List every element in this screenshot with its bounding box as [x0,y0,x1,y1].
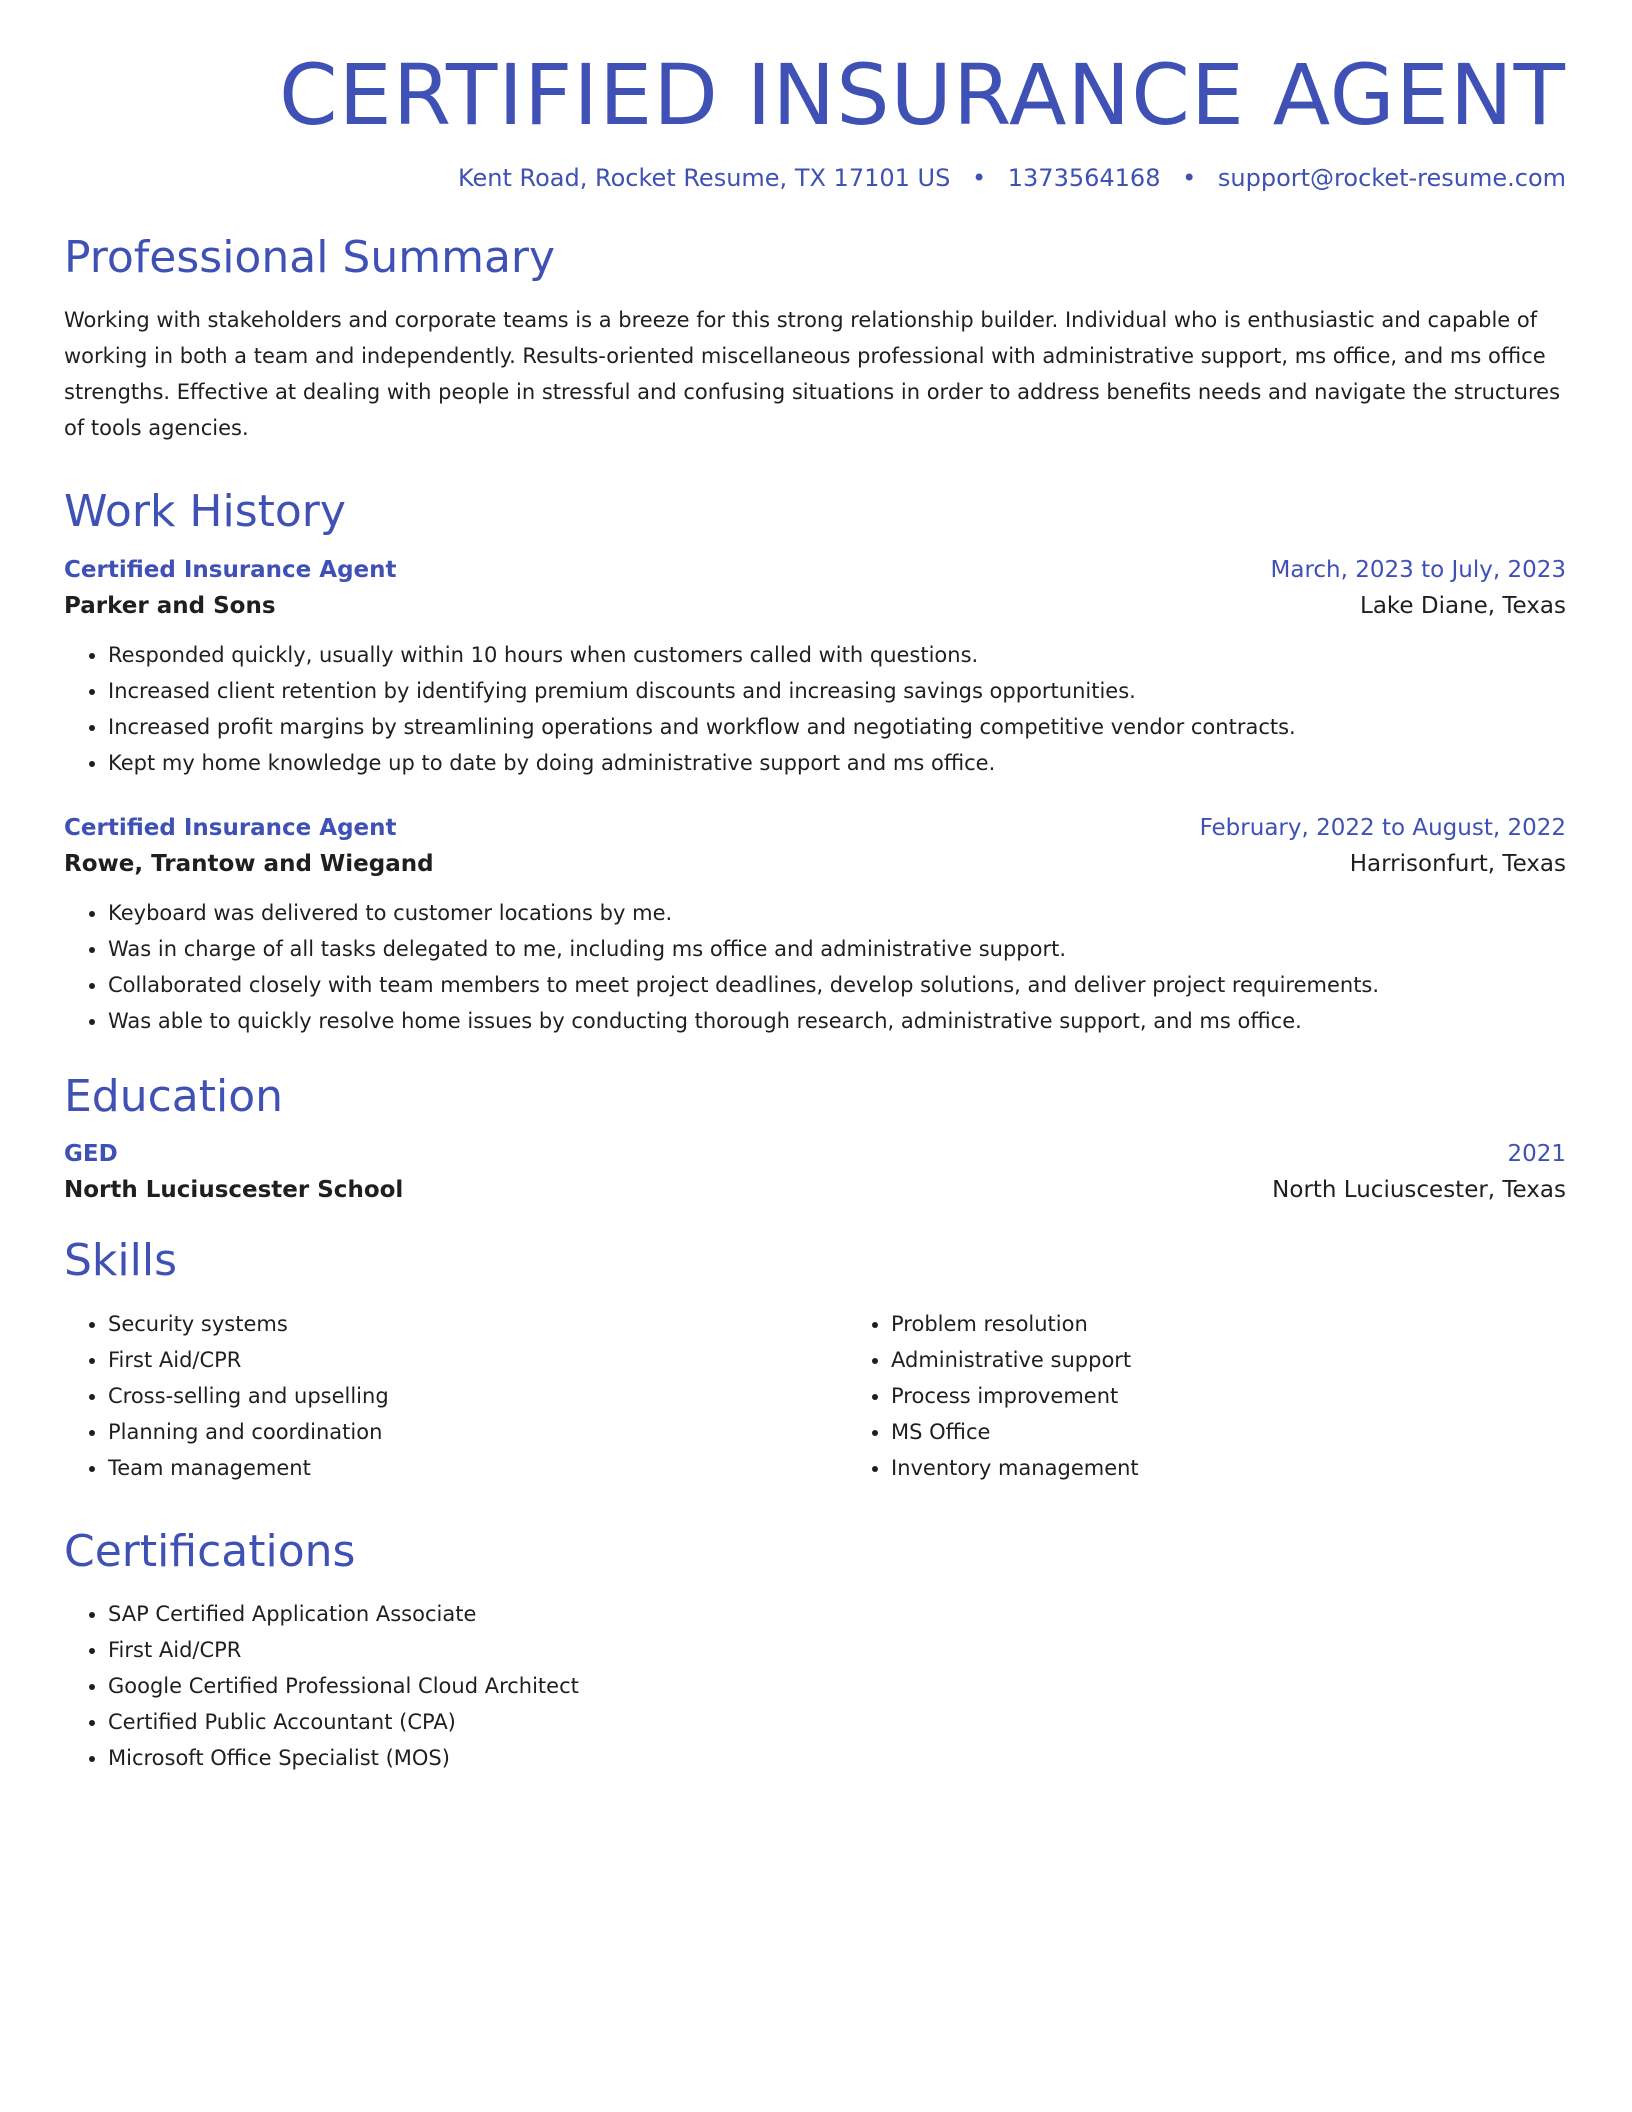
contact-address: Kent Road, Rocket Resume, TX 17101 US [457,164,951,193]
skill-item: • Process improvement [891,1378,1566,1414]
job-header [64,815,1566,841]
skill-item: • Team management [108,1450,783,1486]
summary-text: Working with stakeholders and corporate teams is a breeze for this strong relationship builder. Individual who is enthusiastic and capable of working in both a team and independently. Results-oriented miscellaneous professional with administrative support, ms office, and ms office strengths. Effective at dealing with people in stressful and confusing situations in order to address benefits needs and navigate the structures of tools agencies. [64,308,1561,441]
job-bullet: • Collaborated closely with team members to meet project deadlines, develop solutions, and deliver project requirements. [108,967,1566,1003]
skill-item: • Security systems [108,1306,783,1342]
job-dates: March, 2023 to July, 2023 [1270,556,1566,583]
education-header [64,1141,1566,1167]
job-subheader [64,841,1566,877]
certification-item: • Microsoft Office Specialist (MOS) [108,1740,1566,1776]
education-year: 2021 [1507,1141,1566,1168]
job-bullets [64,895,1566,1039]
job-bullet: • Was able to quickly resolve home issues by conducting thorough research, administrative support, and ms office. [108,1003,1566,1039]
resume-name: CERTIFIED INSURANCE AGENT [278,46,1566,144]
job-header [64,557,1566,583]
certifications-list [64,1596,1566,1776]
contact-phone: 1373564168 [1007,164,1161,193]
education-section [64,1070,1566,1204]
section-title-education: Education [64,1070,284,1122]
job-company: Parker and Sons [64,592,276,619]
skill-item: • First Aid/CPR [108,1342,783,1378]
certification-item: • SAP Certified Application Associate [108,1596,1566,1632]
job-entry [64,557,1566,781]
skill-item: • MS Office [891,1414,1566,1450]
resume-page [64,48,1566,1776]
skill-item: • Cross-selling and upselling [108,1378,783,1414]
job-bullet: • Increased client retention by identifying premium discounts and increasing savings opportunities. [108,673,1566,709]
job-bullet: • Keyboard was delivered to customer locations by me. [108,895,1566,931]
job-bullets [64,637,1566,781]
job-dates: February, 2022 to August, 2022 [1199,814,1566,841]
job-bullet: • Kept my home knowledge up to date by doing administrative support and ms office. [108,745,1566,781]
job-entry [64,815,1566,1039]
job-location: Lake Diane, Texas [1360,592,1566,619]
skills-section [64,1237,1566,1485]
skill-item: • Planning and coordination [108,1414,783,1450]
contact-line [64,164,1566,192]
contact-email: support@rocket-resume.com [1217,164,1566,193]
job-company: Rowe, Trantow and Wiegand [64,850,434,877]
skills-list-right [847,1306,1566,1486]
education-entry [64,1141,1566,1203]
skills-grid [64,1306,1566,1486]
job-title: Certified Insurance Agent [64,814,397,841]
job-subheader [64,583,1566,619]
skill-item: • Problem resolution [891,1306,1566,1342]
contact-separator: • [1182,164,1197,193]
education-degree: GED [64,1141,118,1168]
job-location: Harrisonfurt, Texas [1349,850,1566,877]
professional-summary-section [64,234,1566,446]
section-title-certifications: Certifications [64,1525,356,1577]
certification-item: • Google Certified Professional Cloud Architect [108,1668,1566,1704]
job-bullet: • Responded quickly, usually within 10 hours when customers called with questions. [108,637,1566,673]
work-history-section [64,488,1566,1038]
job-title: Certified Insurance Agent [64,556,397,583]
section-title-skills: Skills [64,1235,178,1287]
skill-item: • Inventory management [891,1450,1566,1486]
certifications-section [64,1525,1566,1776]
contact-separator: • [971,164,987,193]
education-location: North Luciuscester, Texas [1272,1177,1566,1204]
job-bullet: • Increased profit margins by streamlining operations and workflow and negotiating competitive vendor contracts. [108,709,1566,745]
section-title-work: Work History [64,486,346,538]
skills-list-left [64,1306,783,1486]
education-subheader [64,1167,1566,1203]
certification-item: • Certified Public Accountant (CPA) [108,1704,1566,1740]
section-title-summary: Professional Summary [64,232,556,284]
job-bullet: • Was in charge of all tasks delegated to me, including ms office and administrative support. [108,931,1566,967]
certification-item: • First Aid/CPR [108,1632,1566,1668]
skill-item: • Administrative support [891,1342,1566,1378]
education-school: North Luciuscester School [64,1177,404,1204]
